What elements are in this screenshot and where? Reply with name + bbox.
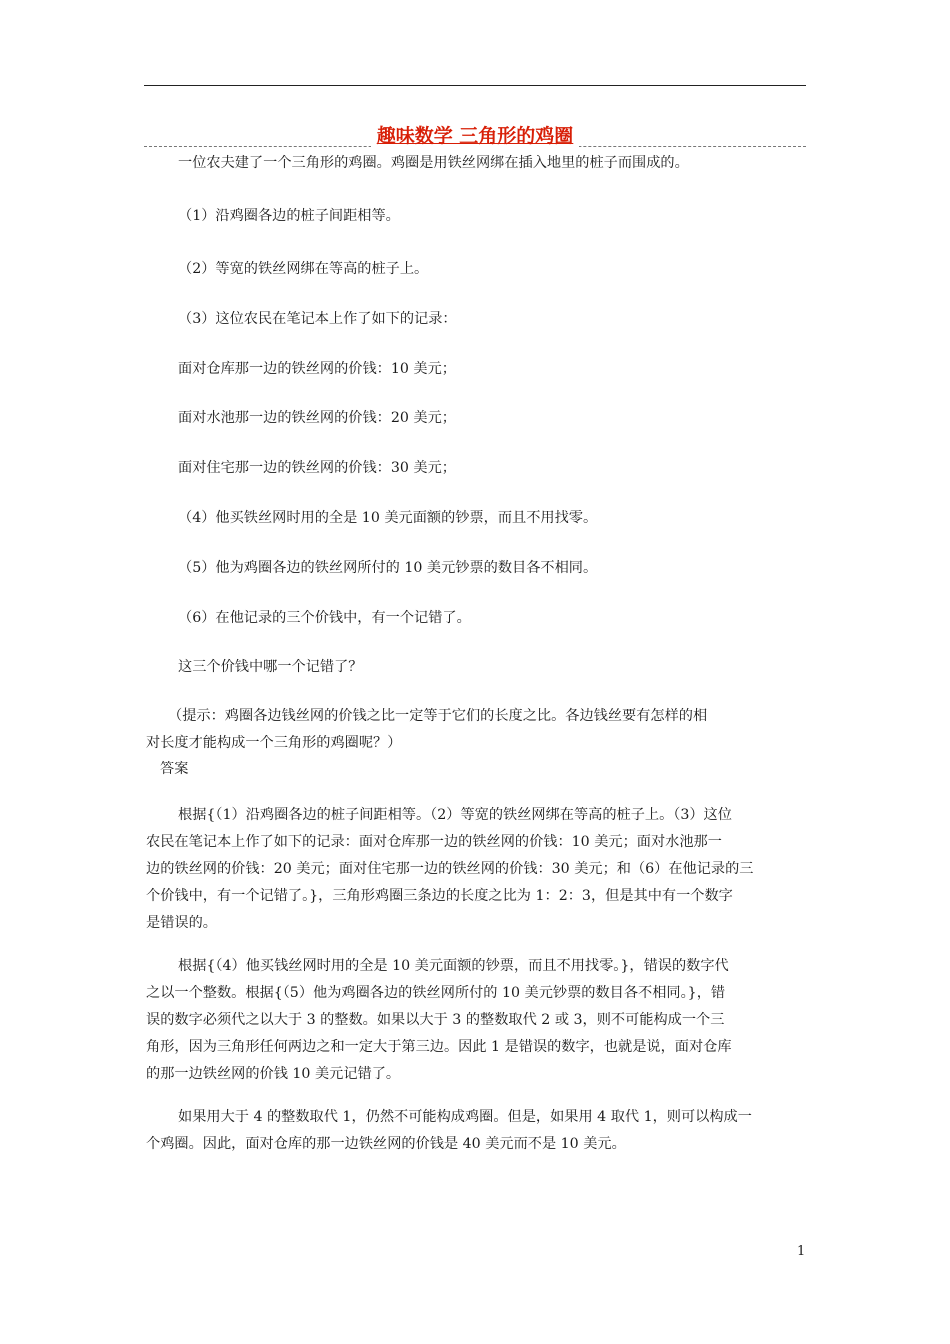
answer-line: 个鸡圈。因此，面对仓库的那一边铁丝网的价钱是 40 美元而不是 10 美元。 [146,1136,626,1152]
page-number: 1 [797,1244,806,1259]
answer-line: 边的铁丝网的价钱：20 美元；面对住宅那一边的铁丝网的价钱：30 美元；和（6）在他记录的三 [146,861,754,877]
answer-line: 根据{（4）他买钱丝网时用的全是 10 美元面额的钞票，而且不用找零。}，错误的数字代 [178,958,729,974]
answer-label: 答案 [160,761,189,777]
answer-line: 根据{（1）沿鸡圈各边的桩子间距相等。（2）等宽的铁丝网绑在等高的桩子上。（3）这位 [178,807,732,823]
answer-line: 角形，因为三角形任何两边之和一定大于第三边。因此 1 是错误的数字，也就是说，面对仓库 [146,1039,732,1055]
answer-line: 如果用大于 4 的整数取代 1，仍然不可能构成鸡圈。但是，如果用 4 取代 1，则可以构成一 [178,1109,752,1125]
answer-line: 农民在笔记本上作了如下的记录：面对仓库那一边的铁丝网的价钱：10 美元；面对水池那一 [146,834,722,850]
question: 这三个价钱中哪一个记错了？ [178,659,363,675]
page-title [144,124,806,148]
answer-paragraph-1 [146,802,806,937]
condition-5: （5）他为鸡圈各边的铁丝网所付的 10 美元钞票的数目各不相同。 [178,560,598,576]
answer-line: 之以一个整数。根据{（5）他为鸡圈各边的铁丝网所付的 10 美元钞票的数目各不相同。}，错 [146,985,726,1001]
record-pond: 面对水池那一边的铁丝网的价钱：20 美元； [178,410,456,426]
hint-line: （提示：鸡圈各边钱丝网的价钱之比一定等于它们的长度之比。各边钱丝要有怎样的相 [168,708,708,724]
record-warehouse: 面对仓库那一边的铁丝网的价钱：10 美元； [178,361,456,377]
header-rule [144,85,806,86]
record-house: 面对住宅那一边的铁丝网的价钱：30 美元； [178,460,456,476]
answer-paragraph-2 [146,953,806,1088]
page-title-text: 趣味数学 三角形的鸡圈 [371,125,580,147]
answer-line: 的那一边铁丝网的价钱 10 美元记错了。 [146,1066,401,1082]
hint-line: 对长度才能构成一个三角形的鸡圈呢？） [146,735,402,751]
condition-6: （6）在他记录的三个价钱中，有一个记错了。 [178,610,471,626]
condition-1: （1）沿鸡圈各边的桩子间距相等。 [178,208,400,224]
title-row [144,124,806,150]
answer-paragraph-3 [146,1104,806,1158]
hint-paragraph [146,703,806,757]
condition-2: （2）等宽的铁丝网绑在等高的桩子上。 [178,261,429,277]
condition-3: （3）这位农民在笔记本上作了如下的记录： [178,311,457,327]
intro-paragraph: 一位农夫建了一个三角形的鸡圈。鸡圈是用铁丝网绑在插入地里的桩子而围成的。 [178,155,689,171]
condition-4: （4）他买铁丝网时用的全是 10 美元面额的钞票，而且不用找零。 [178,510,598,526]
answer-line: 误的数字必须代之以大于 3 的整数。如果以大于 3 的整数取代 2 或 3，则不可能构成一个三 [146,1012,725,1028]
answer-line: 个价钱中，有一个记错了。}，三角形鸡圈三条边的长度之比为 1：2：3，但是其中有一个数字 [146,888,733,904]
answer-line: 是错误的。 [146,915,217,931]
